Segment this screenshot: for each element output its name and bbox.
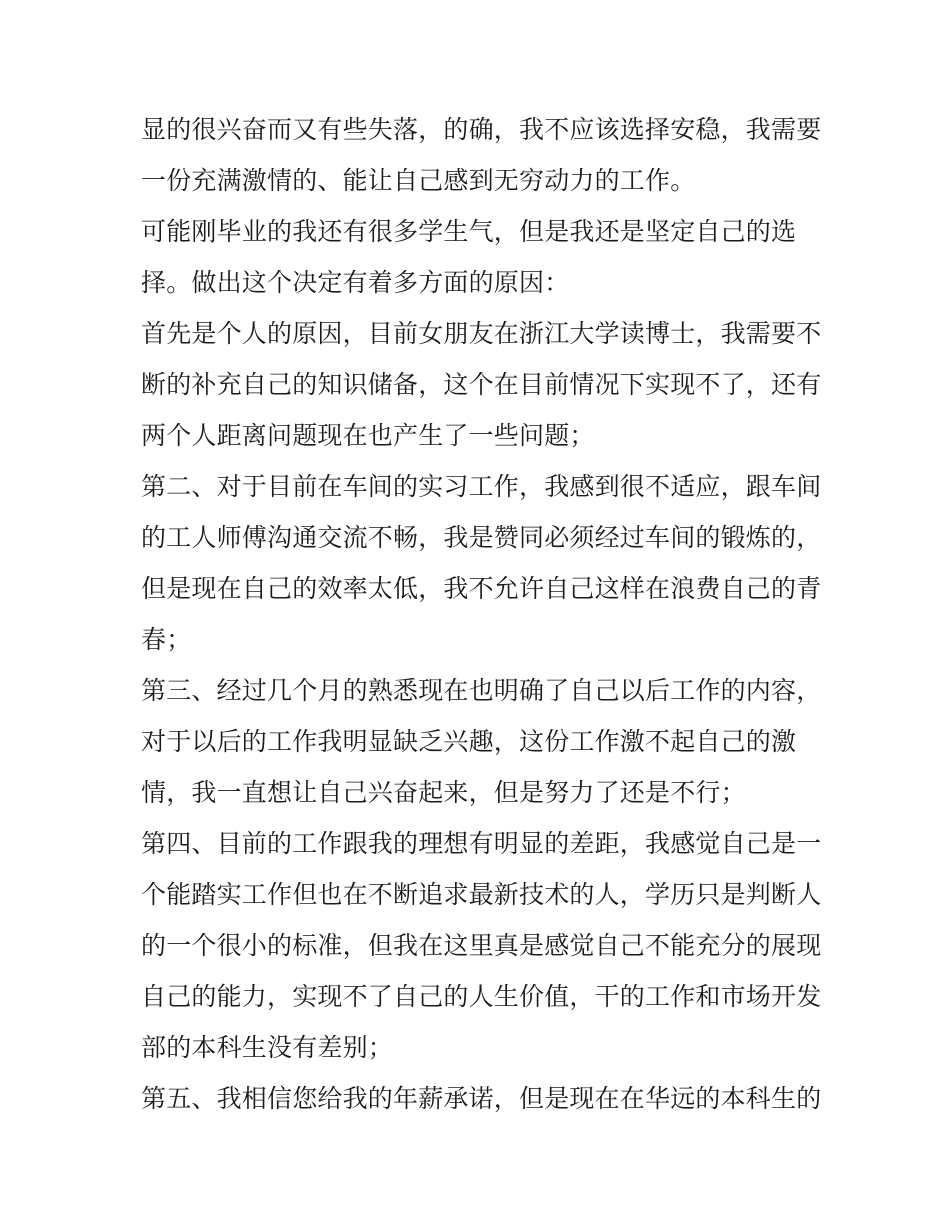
text-line: 显的很兴奋而又有些失落，的确，我不应该选择安稳，我需要 [141, 115, 822, 144]
text-line: 但是现在自己的效率太低，我不允许自己这样在浪费自己的青 [141, 574, 822, 603]
text-line: 可能刚毕业的我还有很多学生气，但是我还是坚定自己的选 [141, 217, 797, 246]
text-line: 的工人师傅沟通交流不畅，我是赞同必须经过车间的锻炼的， [141, 523, 822, 552]
paragraph-3 [141, 308, 822, 461]
text-line: 第五、我相信您给我的年薪承诺，但是现在在华远的本科生的 [141, 1084, 822, 1113]
text-line: 个能踏实工作但也在不断追求最新技术的人，学历只是判断人 [141, 880, 822, 909]
paragraph-5 [141, 665, 822, 818]
paragraph-6 [141, 818, 822, 1073]
text-line: 第二、对于目前在车间的实习工作，我感到很不适应，跟车间 [141, 472, 822, 501]
text-line: 的一个很小的标准，但我在这里真是感觉自己不能充分的展现 [141, 931, 822, 960]
text-line: 择。做出这个决定有着多方面的原因： [141, 268, 570, 297]
text-line: 春； [141, 625, 192, 654]
paragraph-7 [141, 1073, 822, 1124]
paragraph-4 [141, 461, 822, 665]
text-line: 两个人距离问题现在也产生了一些问题； [141, 421, 595, 450]
text-line: 对于以后的工作我明显缺乏兴趣，这份工作激不起自己的激 [141, 727, 797, 756]
paragraph-1 [141, 104, 822, 206]
paragraph-2 [141, 206, 817, 308]
text-line: 断的补充自己的知识储备，这个在目前情况下实现不了，还有 [141, 370, 822, 399]
document-body [141, 104, 822, 1124]
text-line: 第四、目前的工作跟我的理想有明显的差距，我感觉自己是一 [141, 829, 822, 858]
text-line: 部的本科生没有差别； [141, 1033, 394, 1062]
text-line: 自己的能力，实现不了自己的人生价值，干的工作和市场开发 [141, 982, 822, 1011]
text-line: 情，我一直想让自己兴奋起来，但是努力了还是不行； [141, 778, 746, 807]
text-line: 第三、经过几个月的熟悉现在也明确了自己以后工作的内容， [141, 676, 822, 705]
text-line: 首先是个人的原因，目前女朋友在浙江大学读博士，我需要不 [141, 319, 822, 348]
text-line: 一份充满激情的、能让自己感到无穷动力的工作。 [141, 166, 696, 195]
